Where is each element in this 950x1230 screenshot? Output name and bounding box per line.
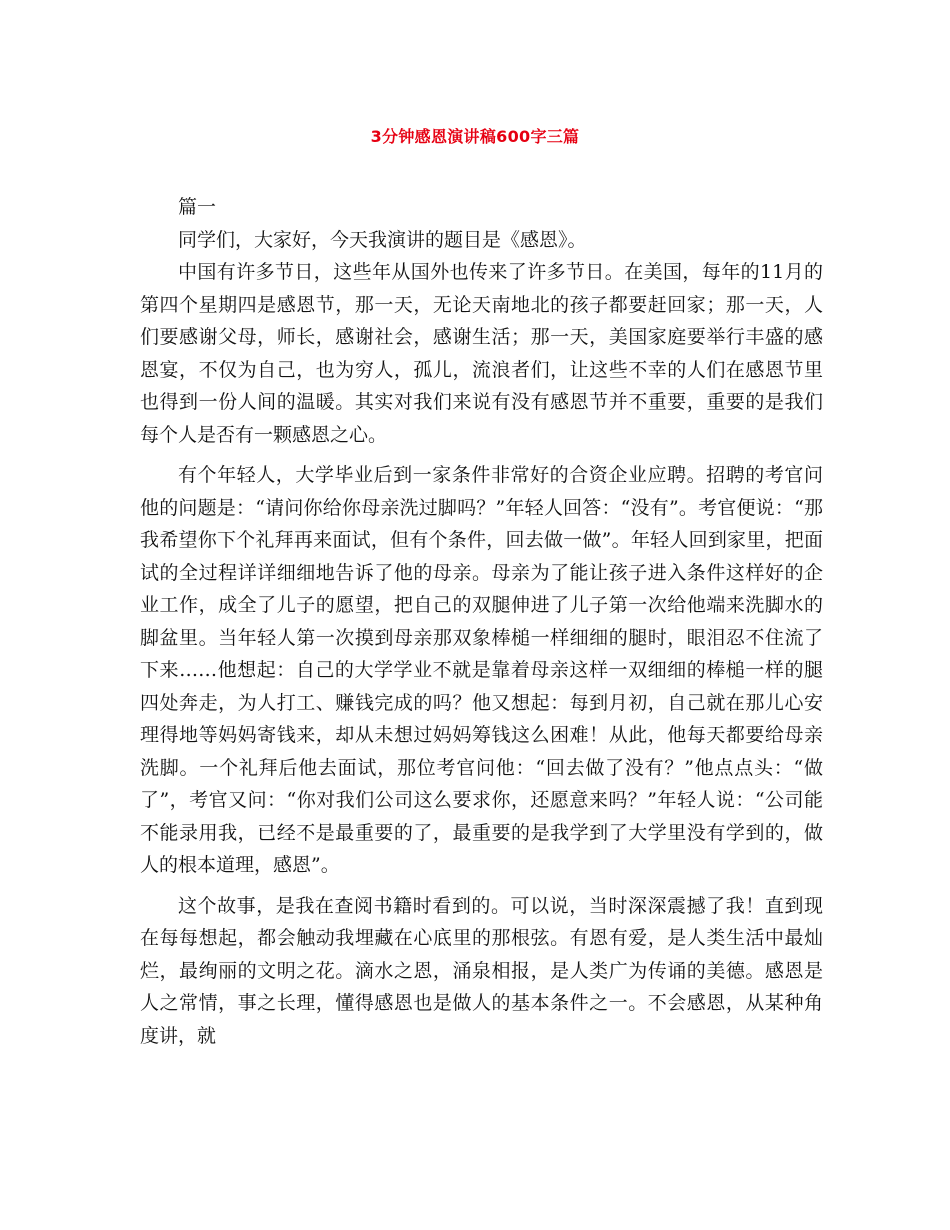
paragraph-reflection: 这个故事，是我在查阅书籍时看到的。可以说，当时深深震撼了我！直到现在每每想起，都会触动我埋藏在心底里的那根弦。有恩有爱，是人类生活中最灿烂，最绚丽的文明之花。滴水之恩，涌泉相报，是人类广为传诵的美德。感恩是人之常情，事之长理，懂得感恩也是做人的基本条件之一。不会感恩，从某种角度讲，就: [140, 894, 823, 1047]
document-body: [140, 191, 823, 1052]
document-title: 3分钟感恩演讲稿600字三篇: [370, 127, 580, 146]
paragraph-thanksgiving: 中国有许多节日，这些年从国外也传来了许多节日。在美国，每年的11月的第四个星期四是感恩节，那一天，无论天南地北的孩子都要赶回家；那一天，人们要感谢父母，师长，感谢社会，感谢生活；那一天，美国家庭要举行丰盛的感恩宴，不仅为自己，也为穷人，孤儿，流浪者们，让这些不幸的人们在感恩节里也得到一份人间的温暖。其实对我们来说有没有感恩节并不重要，重要的是我们每个人是否有一颗感恩之心。: [140, 261, 823, 446]
section-heading: 篇一: [178, 196, 217, 218]
paragraph-greeting: 同学们，大家好，今天我演讲的题目是《感恩》。: [178, 228, 587, 251]
paragraph-story: 有个年轻人，大学毕业后到一家条件非常好的合资企业应聘。招聘的考官问他的问题是：“请问你给你母亲洗过脚吗？”年轻人回答：“没有”。考官便说：“那我希望你下个礼拜再来面试，但有个条件，回去做一做”。年轻人回到家里，把面试的全过程详详细细地告诉了他的母亲。母亲为了能让孩子进入条件这样好的企业工作，成全了儿子的愿望，把自己的双腿伸进了儿子第一次给他端来洗脚水的脚盆里。当年轻人第一次摸到母亲那双象棒槌一样细细的腿时，眼泪忍不住流了下来……他想起：自己的大学学业不就是靠着母亲这样一双细细的棒槌一样的腿四处奔走，为人打工、赚钱完成的吗？他又想起：每到月初，自己就在那儿心安理得地等妈妈寄钱来，却从未想过妈妈筹钱这么困难！从此，他每天都要给母亲洗脚。一个礼拜后他去面试，那位考官问他：“回去做了没有？”他点点头：“做了”，考官又问：“你对我们公司这么要求你，还愿意来吗？”年轻人说：“公司能不能录用我，已经不是最重要的了，最重要的是我学到了大学里没有学到的，做人的根本道理，感恩”。: [140, 464, 823, 876]
